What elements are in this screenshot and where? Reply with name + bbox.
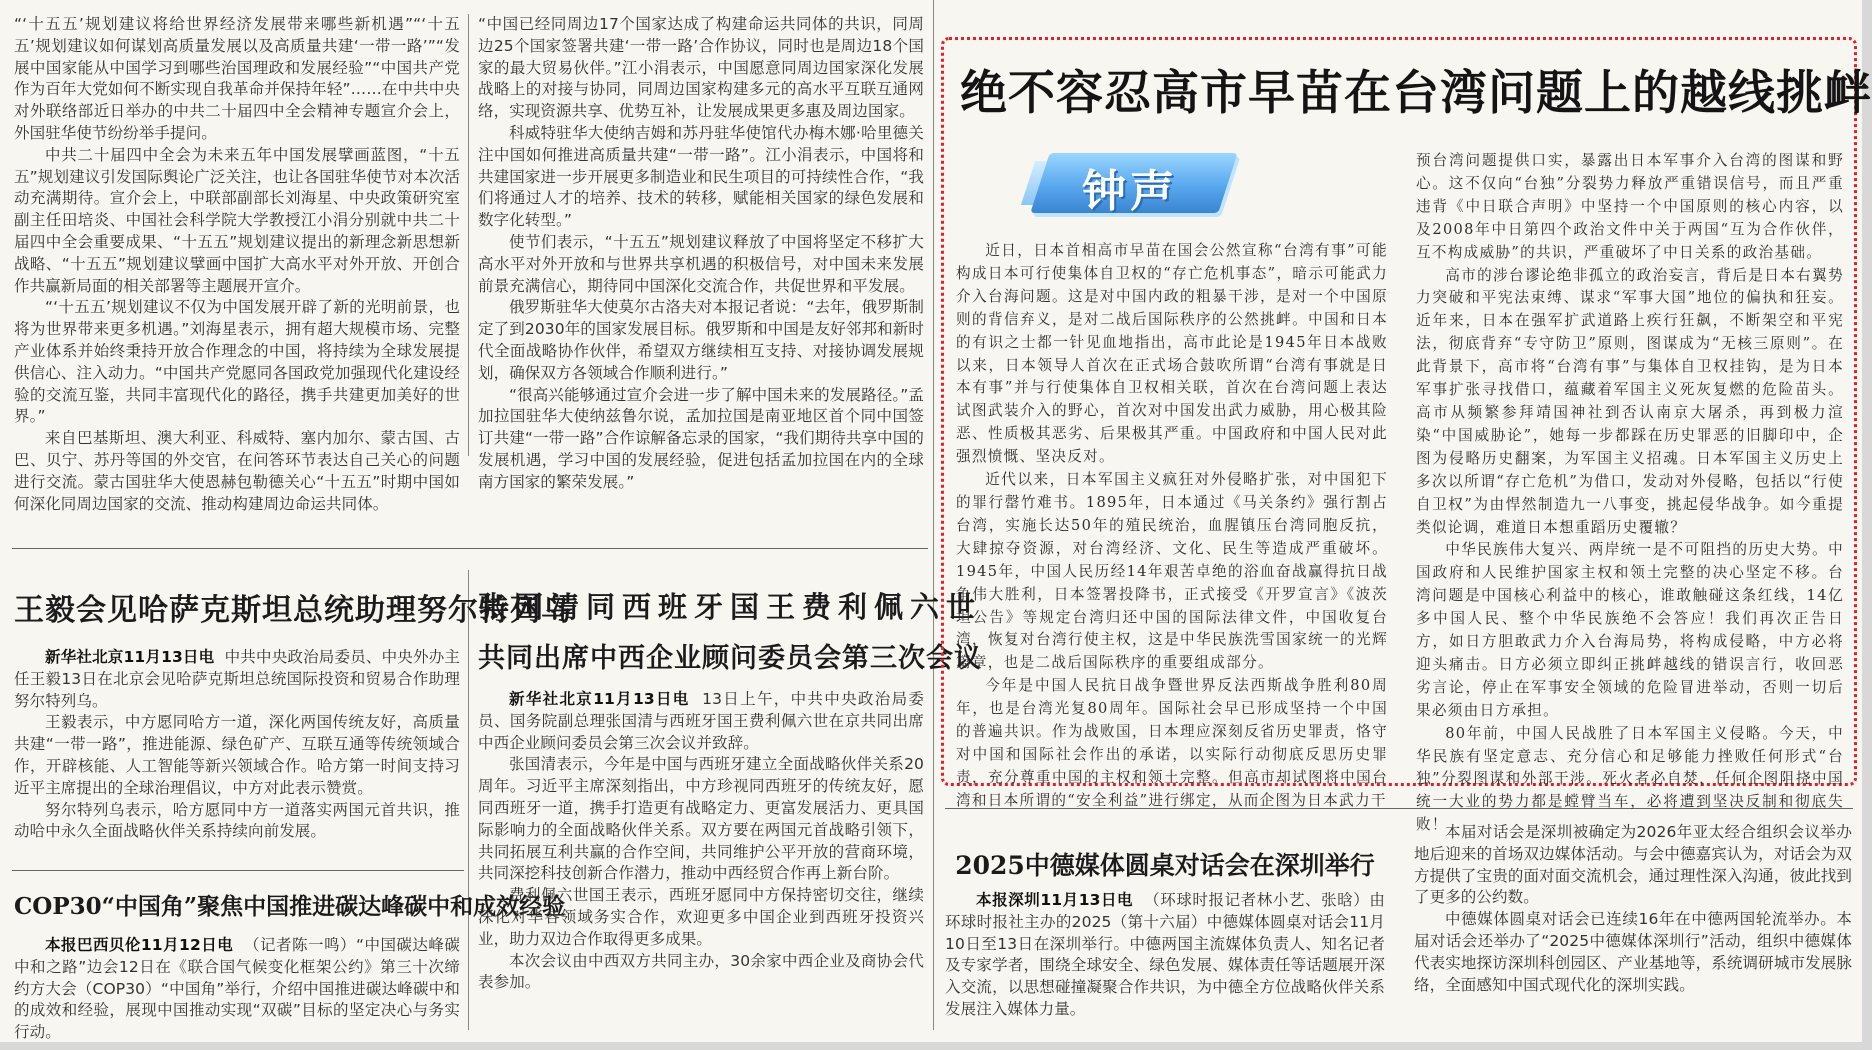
paragraph-text: “中国碳达峰碳中和之路”边会12日在《联合国气候变化框架公约》第三十次缔约方大会（COP30）“中国角”举行，介绍中国推进碳达峰碳中和的成效和经验，展现中国推动实现“双碳”目标的坚定决心与务实行动。 (14, 936, 460, 1042)
paragraph: 本次会议由中西双方共同主办，30余家中西企业及商协会代表参加。 (478, 951, 924, 992)
column-divider (468, 14, 469, 456)
paragraph: 来自巴基斯坦、澳大利亚、科威特、塞内加尔、蒙古国、古巴、贝宁、苏丹等国的外交官，在问答环节表达自己关心的问题进行交流。蒙古国驻华大使恩赫包勒德关心“十五五”时期中国如何深化同周边国家的交流、推动构建周边命运共同体。 (14, 429, 460, 513)
paragraph-text: 由环球时报社主办的2025（第十六届）中德媒体圆桌对话会11月10日至13日在深圳举行。中德两国主流媒体负责人、知名记者及专家学者，围绕全球安全、绿色发展、媒体责任等话题展开深入交流，以思想碰撞凝聚合作共识，为中德全方位战略伙伴关系发展注入媒体力量。 (945, 891, 1385, 1018)
reporter: （环球时报记者林小艺、张晗） (1144, 891, 1370, 909)
paragraph-text: 13日上午，中共中央政治局委员、国务院副总理张国清与西班牙国王费利佩六世在京共同出席中西企业顾问委员会第三次会议并致辞。 (478, 690, 924, 752)
section-divider (12, 548, 928, 549)
commentary-left-column (956, 240, 1388, 809)
paragraph: 科威特驻华大使纳吉姆和苏丹驻华使馆代办梅木娜·哈里德关注中国如何推进高质量共建“一带一路”。江小涓表示，中国将和共建国家进一步开展更多制造业和民生项目的可持续性合作，“我们将通过人才的培养、技术的转移，赋能相关国家的绿色发展和数字化转型。” (478, 123, 924, 230)
article-headline: 王毅会见哈萨克斯坦总统助理努尔特列乌 (14, 593, 572, 628)
paragraph: 近代以来，日本军国主义疯狂对外侵略扩张，对中国犯下的罪行罄竹难书。1895年，日本通过《马关条约》强行割占台湾，实施长达50年的殖民统治，血腥镇压台湾同胞反抗，大肆掠夺资源，对台湾经济、文化、民生等造成严重破坏。1945年，中国人民历经14年艰苦卓绝的浴血奋战赢得抗日战争伟大胜利，日本签署投降书，正式接受《开罗宣言》《波茨坦公告》等规定台湾归还中国的国际法律文件，中国收复台湾，恢复对台湾行使主权，这是中华民族洗雪国家统一的光辉篇章，也是二战后国际秩序的重要组成部分。 (956, 471, 1388, 672)
paragraph: 中德媒体圆桌对话会已连续16年在中德两国轮流举办。本届对话会还举办了“2025中德媒体深圳行”活动，组织中德媒体代表实地探访深圳科创园区、产业基地等，系统调研城市发展脉络，全面感知中国式现代化的深圳实践。 (1414, 910, 1852, 994)
paragraph: 今年是中国人民抗日战争暨世界反法西斯战争胜利80周年，也是台湾光复80周年。国际社会早已形成坚持一个中国的普遍共识。作为战败国，日本理应深刻反省历史罪责，恪守对中国和国际社会作出的承诺，以实际行动彻底反思历史罪责，充分尊重中国的主权和领土完整。但高市却试图将中国台湾和日本所谓的“安全利益”进行绑定，从而企图为日本武力干 (956, 677, 1388, 809)
paragraph-text: 中共中央政治局委员、中央外办主任王毅13日在北京会见哈萨克斯坦总统国际投资和贸易合作助理努尔特列乌。 (14, 648, 460, 710)
article-cop30 (14, 888, 566, 1042)
column-divider (933, 0, 934, 1030)
paragraph (14, 935, 460, 1044)
dateline: 本报巴西贝伦11月12日电 (45, 936, 234, 954)
commentary-headline: 绝不容忍高市早苗在台湾问题上的越线挑衅 (960, 66, 1872, 121)
paragraph: 王毅表示，中方愿同哈方一道，深化两国传统友好，高质量共建“一带一路”，推进能源、绿色矿产、互联互通等传统领域合作，开辟核能、人工智能等新兴领域合作。哈方第一时间支持习近平主席提出的全球治理倡议，中方对此表示赞赏。 (14, 713, 460, 797)
column-divider (468, 570, 469, 1030)
paragraph: 高市的涉台谬论绝非孤立的政治妄言，背后是日本右翼势力突破和平宪法束缚、谋求“军事大国”地位的偏执和狂妄。近年来，日本在强军扩武道路上疾行狂飙，不断架空和平宪法，彻底背弃“专守防卫”原则，图谋成为“无核三原则”。在此背景下，高市将“台湾有事”与集体自卫权挂钩，是为日本军事扩张寻找借口，蕴藏着军国主义死灰复燃的危险苗头。高市从频繁参拜靖国神社到否认南京大屠杀，再到极力渲染“中国威胁论”，她每一步都踩在历史罪恶的旧脚印中，企图为侵略历史翻案，为军国主义招魂。日本军国主义历史上多次以所谓“存亡危机”为借口，发动对外侵略，包括以“行使自卫权”为由悍然制造九一八事变，挑起侵华战争。如今重提类似论调，难道日本想重蹈历史覆辙？ (1416, 266, 1844, 536)
section-divider (12, 870, 464, 871)
paragraph: 费利佩六世国王表示，西班牙愿同中方保持密切交往，继续深化对华各领域务实合作，欢迎更多中国企业到西班牙投资兴业，助力双边合作取得更多成果。 (478, 886, 924, 948)
paragraph: 张国清表示，今年是中国与西班牙建立全面战略伙伴关系20周年。习近平主席深刻指出，中方珍视同西班牙的传统友好，愿同西班牙一道，携手打造更有战略定力、更富发展活力、更具国际影响力的全面战略伙伴关系。双方要在两国元首战略引领下，共同拓展互利共赢的合作空间，共同维护公平开放的营商环境，共同深挖科技创新合作潜力，推动中西经贸合作再上新台阶。 (478, 755, 924, 883)
paragraph: 使节们表示，“十五五”规划建议释放了中国将坚定不移扩大高水平对外开放和与世界共享机遇的积极信号，对中国未来发展前景充满信心，期待同中国深化交流合作，共促世界和平发展。 (478, 232, 924, 295)
paragraph: 努尔特列乌表示，哈方愿同中方一道落实两国元首共识，推动哈中永久全面战略伙伴关系持续向前发展。 (14, 800, 460, 841)
paragraph (14, 647, 460, 712)
paragraph: 中共二十届四中全会为未来五年中国发展擘画蓝图，“十五五”规划建议引发国际舆论广泛关注，也让各国驻华使节对本次活动充满期待。宣介会上，中联部副部长刘海星、中央政策研究室副主任田培炎、中国社会科学院大学教授江小涓分别就中共二十届四中全会重要成果、“十五五”规划建议提出的新理念新思想新战略、“十五五”规划建议擘画中国扩大高水平对外开放、开创合作共赢新局面的相关部署等主题展开宣介。 (14, 145, 460, 295)
badge-label: 钟声 (1082, 166, 1178, 217)
paragraph: 中华民族伟大复兴、两岸统一是不可阻挡的历史大势。中国政府和人民维护国家主权和领土完整的决心坚定不移。台湾问题是中国核心利益中的核心，谁敢触碰这条红线，14亿多中国人民、整个中华民族绝不会答应！我们再次正告日方，如日方胆敢武力介入台海局势，将构成侵略，中方必将迎头痛击。日方必须立即纠正挑衅越线的错误言行，收回恶劣言论，停止在军事安全领域的危险冒进举动，否则一切后果必须由日方承担。 (1416, 541, 1844, 719)
article-headline-line2: 共同出席中西企业顾问委员会第三次会议 (478, 643, 982, 674)
article-headline: 2025中德媒体圆桌对话会在深圳举行 (955, 851, 1375, 880)
paragraph: “很高兴能够通过宣介会进一步了解中国未来的发展路径。”孟加拉国驻华大使纳兹鲁尔说，孟加拉国是南亚地区首个同中国签订共建“一带一路”合作谅解备忘录的国家，“我们期待共享中国的发展机遇，学习中国的发展经验，促进包括孟加拉国在内的全球南方国家的繁荣发展。” (478, 385, 924, 491)
paragraph (478, 689, 924, 754)
paragraph: “‘十五五’规划建议不仅为中国发展开辟了新的光明前景，也将为世界带来更多机遇。”刘海星表示，拥有超大规模市场、完整产业体系并始终秉持开放合作理念的中国，将持续为全球发展提供信心、注入动力。“中国共产党愿同各国政党加强现代化建设经验的交流互鉴，共同丰富现代化的路径，携手共建更加美好的世界。” (14, 298, 460, 426)
paragraph: 近日，日本首相高市早苗在国会公然宣称“台湾有事”可能构成日本可行使集体自卫权的“存亡危机事态”，暗示可能武力介入台海问题。这是对中国内政的粗暴干涉，是对一个中国原则的背信弃义，是对二战后国际秩序的公然挑衅。中国和日本的有识之士都一针见血地指出，高市此论是1945年日本战败以来，日本领导人首次在正式场合鼓吹所谓“台湾有事就是日本有事”并与行使集体自卫权相关联，首次在台湾问题上表达试图武装介入的野心，首次对中国发出武力威胁，用心极其险恶、性质极其恶劣、后果极其严重。中国政府和中国人民对此强烈愤慨、坚决反对。 (956, 242, 1388, 466)
article-headline-line1: 张国清同西班牙国王费利佩六世 (478, 590, 983, 624)
dateline: 新华社北京11月13日电 (45, 648, 215, 666)
paragraph (945, 890, 1385, 1021)
col2-top-text (478, 14, 924, 491)
col1-top-text (14, 14, 460, 513)
article-headline: COP30“中国角”聚焦中国推进碳达峰碳中和成效经验 (14, 893, 566, 920)
paragraph: 80年前，中国人民战胜了日本军国主义侵略。今天，中华民族有坚定意志、充分信心和足够能力挫败任何形式“台独”分裂图谋和外部干涉。死火者必自焚，任何企图阻挠中国统一大业的势力都是螳臂当车，必将遭到坚决反制和彻底失败！ (1416, 724, 1844, 834)
paragraph: “中国已经同周边17个国家达成了构建命运共同体的共识，同周边25个国家签署共建‘一带一路’合作协议，同时也是周边18个国家的最大贸易伙伴。”江小涓表示，中国愿意同周边国家深化发展战略上的对接与协同，同周边国家构建多元的高水平互联互通网络，实现资源共享、优势互补，让发展成果更多惠及周边国家。 (478, 15, 924, 121)
reporter: （记者陈一鸣） (244, 936, 356, 954)
paragraph: 预台湾问题提供口实，暴露出日本军事介入台湾的图谋和野心。这不仅向“台独”分裂势力释放严重错误信号，而且严重违背《中日联合声明》中坚持一个中国原则的核心内容，以及2008年中日第四个政治文件中关于两国“互为合作伙伴，互不构成威胁”的共识，严重破坏了中日关系的政治基础。 (1416, 152, 1844, 261)
dateline: 本报深圳11月13日电 (976, 891, 1134, 909)
paragraph: 俄罗斯驻华大使莫尔古洛夫对本报记者说：“去年，俄罗斯制定了到2030年的国家发展目标。俄罗斯和中国是友好邻邦和新时代全面战略协作伙伴，希望双方继续相互支持、对接协调发展规划，确保双方各领域合作顺利进行。” (478, 298, 924, 382)
commentary-right-column (1416, 150, 1844, 834)
article-media-right (1414, 822, 1852, 1032)
article-zhangguoqing (478, 585, 983, 1030)
dateline: 新华社北京11月13日电 (509, 690, 690, 708)
article-media-roundtable (945, 820, 1385, 1032)
paragraph: “‘十五五’规划建议将给世界经济发展带来哪些新机遇”“‘十五五’规划建议如何谋划高质量发展以及高质量共建‘一带一路’”“发展中国家能从中国学习到哪些治国理政和发展经验”“中国共产党作为百年大党如何不断实现自我革命并保持年轻”……在中共中央对外联络部近日举办的中共二十届四中全会精神专题宣介会上，外国驻华使节纷纷举手提问。 (14, 15, 460, 142)
column-badge-zhongsheng (1040, 153, 1230, 217)
paragraph: 本届对话会是深圳被确定为2026年亚太经合组织会议举办地后迎来的首场双边媒体活动。与会中德嘉宾认为，对话会为双方提供了宝贵的面对面交流机会，通过理性深入沟通，彼此找到了更多的公约数。 (1414, 823, 1852, 907)
article-wangyi (14, 585, 572, 865)
